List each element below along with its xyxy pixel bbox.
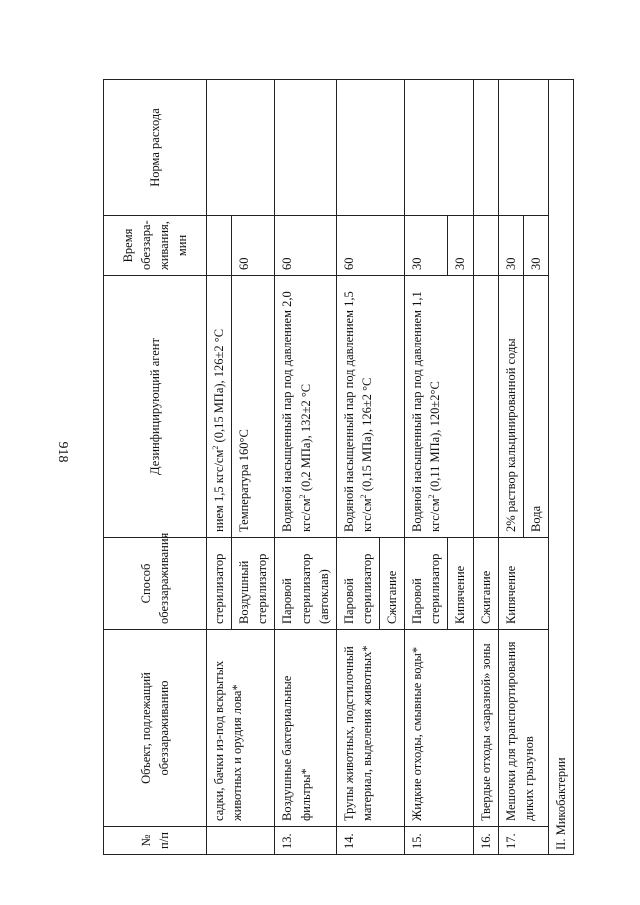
cell-object: садки, бачки из-под вскрытых животных и орудия лова* [207,630,275,827]
table-header-row [104,80,207,855]
cell-object: Твердые отходы «заразной» зоны [473,630,498,827]
cell-num: 14. [336,827,404,855]
cell-method: Сжигание [380,538,405,630]
cell-norm [498,80,548,216]
cell-method: Паровой стерилизатор [336,538,379,630]
cell-method: Воздушный стерилизатор [232,538,275,630]
cell-agent [473,276,498,538]
header-time: Время обеззара-живания, мин [104,216,207,276]
cell-num: 15. [405,827,473,855]
cell-object: Жидкие отходы, смывные воды* [405,630,473,827]
cell-method: Сжигание [473,538,498,630]
cell-num: 13. [275,827,336,855]
cell-num: 16. [473,827,498,855]
cell-num [207,827,275,855]
cell-agent: нием 1,5 кгс/$см^2$ (0,15 МПа), 126±2 °С [207,276,232,538]
table-row [405,80,448,855]
cell-time: 60 [336,216,404,276]
cell-agent: Водяной насыщенный пар под давлением 1,1 кгс/$см^2$ (0,11 МПа), 120±2°С [405,276,473,538]
cell-time: 30 [498,216,523,276]
table-row [336,80,379,855]
cell-method: Паровой стерилизатор (автоклав) [275,538,336,630]
cell-method: Кипячение [448,538,473,630]
cell-time: 30 [405,216,448,276]
table-row [473,80,498,855]
cell-norm [473,80,498,216]
cell-norm [275,80,336,216]
cell-time [207,216,232,276]
cell-num: 17. [498,827,548,855]
cell-agent: Водяной насыщенный пар под давлением 1,5 кгс/$см^2$ (0,15 МПа), 126±2 °С [336,276,404,538]
table-row [498,80,523,855]
cell-time [473,216,498,276]
cell-method: Паровой стерилизатор [405,538,448,630]
cell-agent: Водяной насыщенный пар под давлением 2,0 кгс/$см^2$ (0,2 МПа), 132±2 °С [275,276,336,538]
disinfection-table [103,79,574,855]
header-object: Объект, подлежащий обеззараживанию [104,630,207,827]
cell-object: Трупы животных, подстилочный материал, выделения животных* [336,630,404,827]
cell-time: 30 [523,216,548,276]
header-method: Способ обеззараживания [104,538,207,630]
cell-norm [336,80,404,216]
cell-agent: 2% раствор кальцинированной соды [498,276,523,538]
page-number: 918 [55,441,70,463]
cell-norm [207,80,275,216]
header-agent: Дезинфицирующий агент [104,276,207,538]
section-title: II. Микобактерии [548,80,573,855]
cell-time: 30 [448,216,473,276]
disinfection-table-rotated [103,80,576,855]
table-row [207,80,232,855]
cell-object: Воздушные бактериальные фильтры* [275,630,336,827]
cell-agent: Вода [523,276,548,538]
cell-time: 60 [275,216,336,276]
section-row [548,80,573,855]
header-num: № п/п [104,827,207,855]
cell-object: Мешочки для транспортирования диких грызунов [498,630,548,827]
table-row [275,80,336,855]
cell-time: 60 [232,216,275,276]
header-norm: Норма расхода [104,80,207,216]
cell-method: стерилизатор [207,538,232,630]
cell-method: Кипячение [498,538,548,630]
cell-agent: Температура 160°С [232,276,275,538]
cell-norm [405,80,473,216]
